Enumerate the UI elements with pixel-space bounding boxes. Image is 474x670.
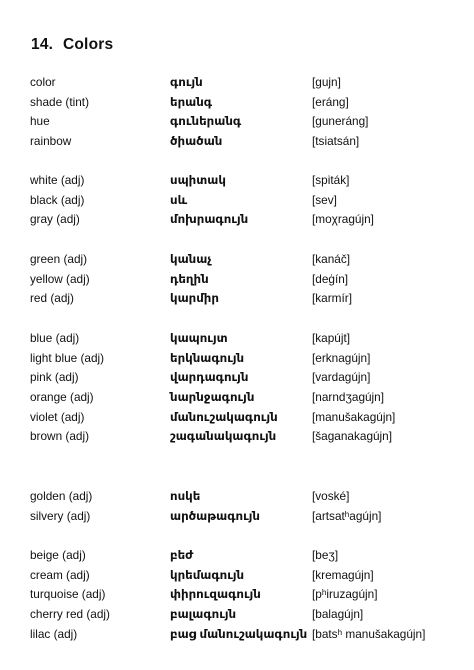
english-term: brown (adj) (30, 429, 90, 444)
vocabulary-group (0, 331, 474, 449)
english-term: silvery (adj) (30, 508, 91, 523)
vocabulary-row (0, 489, 474, 509)
english-term: yellow (adj) (30, 271, 90, 286)
vocabulary-row (0, 429, 474, 449)
transliteration: [šaganakagújn] (312, 429, 393, 444)
armenian-term: շագանակագույն (170, 429, 277, 444)
vocabulary-row (0, 410, 474, 430)
transliteration: [vardagújn] (312, 370, 371, 385)
vocabulary-row (0, 291, 474, 311)
vocabulary-row (0, 509, 474, 529)
english-term: green (adj) (30, 252, 88, 266)
vocabulary-row (0, 173, 474, 193)
armenian-term: դեղին (170, 271, 209, 286)
vocabulary-row (0, 272, 474, 292)
transliteration: [guneráng] (312, 114, 369, 129)
armenian-term: բեժ (170, 548, 194, 562)
transliteration: [beʒ] (312, 548, 339, 562)
transliteration: [narndʒagújn] (312, 390, 385, 405)
armenian-term: նարնջագույն (170, 390, 255, 405)
armenian-term: բալագույն (170, 607, 237, 622)
armenian-term: կանաչ (170, 252, 212, 266)
english-term: lilac (adj) (30, 626, 78, 641)
vocabulary-group (0, 173, 474, 232)
transliteration: [karmír] (312, 291, 352, 306)
english-term: orange (adj) (30, 390, 94, 405)
vocabulary-row (0, 75, 474, 95)
armenian-term: գույն (170, 75, 203, 89)
transliteration: [kanáč] (312, 252, 351, 266)
armenian-term: կապույտ (170, 331, 228, 345)
vocabulary-row (0, 95, 474, 115)
transliteration: [gujn] (312, 75, 341, 89)
armenian-term: բաց մանուշակագույն (170, 626, 308, 641)
english-term: violet (adj) (30, 409, 85, 424)
armenian-term: երկնագույն (170, 350, 245, 365)
vocabulary-group (0, 75, 474, 154)
armenian-term: երանգ (170, 94, 213, 109)
english-term: rainbow (30, 134, 72, 149)
armenian-term: մանուշակագույն (170, 409, 278, 424)
vocabulary-row (0, 193, 474, 213)
vocabulary-row (0, 548, 474, 568)
transliteration: [kapújt] (312, 331, 351, 345)
vocabulary-row (0, 252, 474, 272)
english-term: turquoise (adj) (30, 587, 106, 602)
armenian-term: արծաթագույն (170, 508, 260, 523)
vocabulary-group (0, 548, 474, 646)
armenian-term: փիրուզագույն (170, 587, 261, 602)
english-term: color (30, 75, 56, 89)
armenian-term: կրեմագույն (170, 567, 245, 582)
armenian-term: սպիտակ (170, 173, 226, 187)
vocabulary-row (0, 607, 474, 627)
vocabulary-group (0, 489, 474, 528)
transliteration: [voské] (312, 489, 350, 503)
vocabulary-row (0, 370, 474, 390)
transliteration: [kremagújn] (312, 567, 374, 582)
vocabulary-row (0, 568, 474, 588)
section-title: Colors (63, 36, 114, 53)
vocabulary-row (0, 212, 474, 232)
vocabulary-row (0, 134, 474, 154)
transliteration: [spiták] (312, 173, 350, 187)
vocabulary-row (0, 351, 474, 371)
transliteration: [eráng] (312, 94, 349, 109)
transliteration: [deġín] (312, 271, 349, 286)
armenian-term: սև (170, 192, 188, 207)
armenian-term: մոխրագույն (170, 212, 249, 227)
english-term: light blue (adj) (30, 350, 105, 365)
transliteration: [artsatʰagújn] (312, 508, 382, 523)
english-term: red (adj) (30, 291, 74, 306)
english-term: black (adj) (30, 192, 85, 207)
transliteration: [erknagújn] (312, 350, 371, 365)
armenian-term: ոսկե (170, 489, 201, 503)
english-term: cream (adj) (30, 567, 90, 582)
transliteration: [batsʰ manušakagújn] (312, 626, 426, 641)
transliteration: [tsiatsán] (312, 134, 360, 149)
english-term: beige (adj) (30, 548, 86, 562)
english-term: blue (adj) (30, 331, 80, 345)
english-term: white (adj) (30, 173, 85, 187)
armenian-term: ծիածան (170, 134, 223, 149)
english-term: pink (adj) (30, 370, 79, 385)
vocabulary-row (0, 587, 474, 607)
transliteration: [moχragújn] (312, 212, 374, 227)
english-term: cherry red (adj) (30, 607, 110, 622)
vocabulary-row (0, 331, 474, 351)
page-heading (31, 36, 113, 54)
armenian-term: վարդագույն (170, 370, 249, 385)
armenian-term: գուներանգ (170, 114, 242, 129)
vocabulary-row (0, 390, 474, 410)
armenian-term: կարմիր (170, 291, 219, 306)
english-term: gray (adj) (30, 212, 80, 227)
english-term: golden (adj) (30, 489, 93, 503)
transliteration: [pʰiruzagújn] (312, 587, 378, 602)
english-term: hue (30, 114, 50, 129)
transliteration: [balagújn] (312, 607, 364, 622)
vocabulary-row (0, 627, 474, 647)
transliteration: [sev] (312, 192, 337, 207)
transliteration: [manušakagújn] (312, 409, 396, 424)
english-term: shade (tint) (30, 94, 90, 109)
section-number: 14. (31, 36, 54, 53)
vocabulary-row (0, 114, 474, 134)
vocabulary-group (0, 252, 474, 311)
